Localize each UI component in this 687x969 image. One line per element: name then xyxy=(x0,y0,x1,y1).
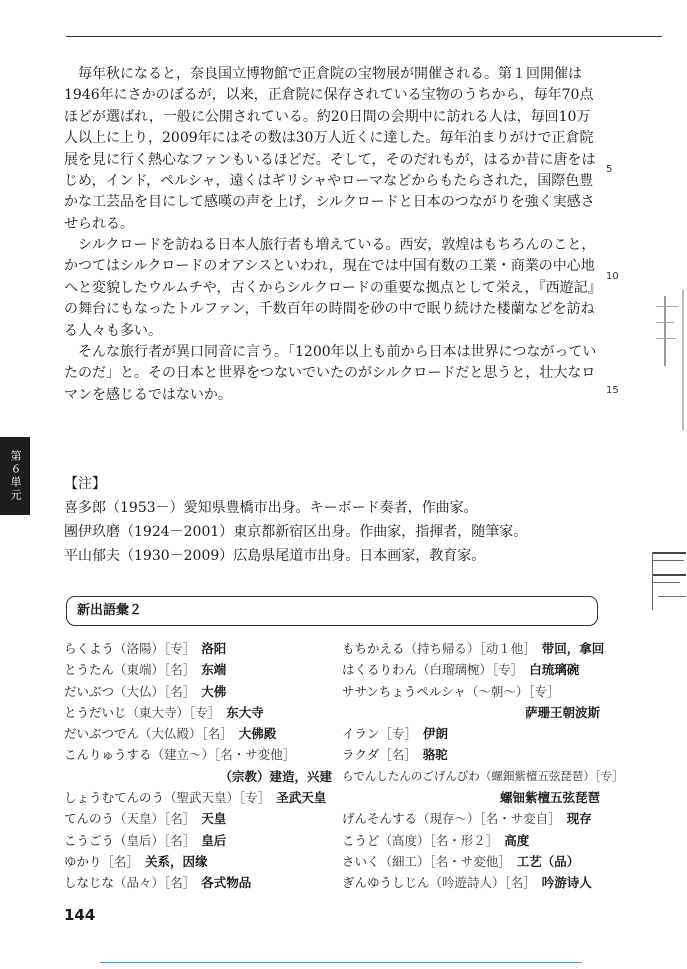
vocab-pos: ［名］ xyxy=(201,726,233,742)
vocab-reading: だいぶつ xyxy=(64,683,115,699)
vocab-meaning: 关系，因缘 xyxy=(145,853,208,869)
vocab-source: （大仏） xyxy=(114,683,165,699)
vocab-reading: ササンちょうペルシャ xyxy=(342,683,466,699)
text-line: そんな旅行者が異口同音に言う。「1200年以上も前から日本は世界につながってい xyxy=(64,344,597,360)
text-line: へと変貌したウルムチや，古くからシルクロードの重要な拠点として栄え，『西遊記』 xyxy=(64,279,602,296)
vocab-pos: ［动１他］ xyxy=(479,641,536,656)
text-line: かつてはシルクロードのオアシスといわれ，現在では中国有数の工業・商業の中心地 xyxy=(64,258,595,275)
text-line: 1946年にさかのぼるが，以来，正倉院に保存されている宝物のうちから，毎年70点 xyxy=(64,87,594,104)
line-number-10: 10 xyxy=(606,271,619,282)
vocab-source: （～朝～） xyxy=(465,683,529,699)
scan-mark xyxy=(652,582,680,583)
scan-mark xyxy=(652,560,684,561)
vocab-meaning: 吟游诗人 xyxy=(541,875,592,891)
vocab-entry xyxy=(342,872,604,893)
vocab-section-title: 新出語彙２ xyxy=(66,596,598,626)
vocab-meaning: 圣武天皇 xyxy=(276,790,327,806)
vocab-entry xyxy=(64,681,336,702)
vocab-meaning: 高度 xyxy=(504,832,530,848)
vocab-pos: ［名］ xyxy=(164,811,196,827)
vocab-entry xyxy=(342,808,604,829)
vocab-meaning: 洛阳 xyxy=(201,641,227,656)
vocab-entry xyxy=(342,830,604,851)
vocab-entry-continuation xyxy=(342,702,604,723)
text-line: 毎年秋になると，奈良国立博物館で正倉院の宝物展が開催される。第１回開催は xyxy=(64,66,582,82)
vocab-meaning: 带回，拿回 xyxy=(541,641,605,656)
vocab-entry xyxy=(342,744,604,765)
vocab-reading: こうど xyxy=(342,832,380,848)
vocab-entry xyxy=(64,638,336,659)
vocab-reading: さいく xyxy=(342,853,380,869)
vocab-entry xyxy=(64,787,336,808)
text-line: かな工芸品を目にして感嘆の声を上げ，シルクロードと日本のつながりを強く実感さ xyxy=(64,194,595,211)
vocab-reading: らくよう xyxy=(64,641,115,656)
vocab-entry-continuation xyxy=(64,766,336,787)
vocab-reading: しょうむてんのう xyxy=(64,790,165,806)
scan-mark xyxy=(682,290,684,430)
vocab-meaning: （宗教）建造，兴建 xyxy=(219,768,332,784)
vocab-entry xyxy=(342,659,604,680)
vocab-entry xyxy=(342,723,604,744)
vocab-source: （細工） xyxy=(379,853,430,869)
scan-mark xyxy=(652,552,653,610)
vocab-meaning: 各式物品 xyxy=(201,875,252,891)
paragraph-1 xyxy=(64,64,613,235)
notes-heading: 【注】 xyxy=(64,476,106,492)
notes-section xyxy=(64,472,527,568)
vocab-meaning: 现存 xyxy=(566,811,592,827)
scan-mark xyxy=(656,306,678,307)
line-number-5: 5 xyxy=(606,164,613,175)
scan-mark xyxy=(656,322,674,323)
note-item: 團伊玖磨（1924－2001）東京都新宿区出身。作曲家，指揮者，随筆家。 xyxy=(64,524,528,540)
vocab-reading: イラン xyxy=(342,726,380,742)
vocab-source: （東端） xyxy=(114,662,165,678)
vocab-reading: こうごう xyxy=(64,832,115,848)
vocab-pos: ［名］ xyxy=(379,747,417,763)
vocab-entry xyxy=(342,638,604,659)
scan-mark xyxy=(658,596,686,597)
vocab-entry xyxy=(64,808,336,829)
vocab-meaning: 大佛 xyxy=(201,683,227,699)
vocab-pos: ［名・サ変他］ xyxy=(214,747,296,763)
text-line: たのだ」と。その日本と世界をつないでいたのがシルクロードだと思うと，壮大なロ xyxy=(64,365,596,382)
text-line: じめ，インド，ペルシャ，遠くはギリシャやローマなどからもたらされた，国際色豊 xyxy=(64,173,594,190)
vocab-meaning: 天皇 xyxy=(201,811,227,827)
vocab-source: （白瑠璃椀） xyxy=(417,662,493,678)
vocab-meaning: 白琉璃碗 xyxy=(529,662,580,678)
vocab-pos: ［专］ xyxy=(189,704,221,720)
vocab-meaning: 大佛殿 xyxy=(238,726,277,742)
vocab-source: （聖武天皇） xyxy=(164,790,240,806)
vocab-reading: はくるりわん xyxy=(342,662,418,678)
note-item: 平山郁夫（1930－2009）広島県尾道市出身。日本画家，教育家。 xyxy=(64,548,486,564)
scan-mark xyxy=(652,552,686,554)
vocab-meaning: 皇后 xyxy=(201,832,227,848)
vocab-pos: ［专］ xyxy=(594,768,624,783)
vocab-source: （大仏殿） xyxy=(139,726,202,742)
text-line: ほどが選ばれ，一般に公開されている。約20日間の会期中に訪れる人は，毎回10万 xyxy=(64,108,591,125)
vocab-reading: ラクダ xyxy=(342,747,380,763)
vocab-list-left xyxy=(64,638,336,894)
vocab-entry-continuation xyxy=(342,787,604,808)
vocab-pos: ［名］ xyxy=(164,662,196,678)
vocab-reading: だいぶつでん xyxy=(64,726,140,742)
vocab-pos: ［专］ xyxy=(379,726,418,742)
vocab-entry xyxy=(64,851,336,872)
vocab-meaning: 工艺（品） xyxy=(516,853,580,869)
vocab-entry xyxy=(64,872,336,893)
text-line: マンを感じるではないか。 xyxy=(64,386,232,403)
vocab-pos: ［名・形２］ xyxy=(429,832,499,848)
vocab-source: （持ち帰る） xyxy=(404,641,480,656)
vocab-pos: ［名］ xyxy=(504,875,536,891)
vocab-reading: しなじな xyxy=(64,875,115,891)
vocab-source: （東大寺） xyxy=(126,704,190,720)
text-line: る人々も多い。 xyxy=(64,322,162,339)
vocab-meaning: 萨珊王朝波斯 xyxy=(524,704,600,720)
vocab-pos: ［名］ xyxy=(164,683,196,699)
page-number: 144 xyxy=(64,906,96,924)
vocab-source: （皇后） xyxy=(114,832,165,848)
paragraph-3 xyxy=(64,342,610,406)
vocab-reading: ぎんゆうしじん xyxy=(342,875,430,891)
unit-side-tab: 第６単元 xyxy=(0,437,30,515)
bottom-rule xyxy=(100,962,582,963)
vocab-source: （建立～） xyxy=(151,747,215,763)
scan-mark xyxy=(656,338,676,339)
vocab-reading: とうたん xyxy=(64,662,115,678)
vocab-source: （品々） xyxy=(114,875,165,891)
vocab-pos: ［名］ xyxy=(101,853,140,869)
vocab-entry xyxy=(64,659,336,680)
vocab-pos: ［专］ xyxy=(492,662,524,678)
vocab-source: （高度） xyxy=(379,832,430,848)
vocab-pos: ［专］ xyxy=(164,641,196,656)
vocab-source: （現存～） xyxy=(417,811,480,827)
text-line: の舞台にもなったトルファン，千数百年の時間を砂の中で眠り続けた楼蘭などを訪ね xyxy=(64,301,595,318)
vocab-list-right xyxy=(342,638,624,894)
vocab-entry xyxy=(342,766,624,787)
vocab-pos: ［名・サ変自］ xyxy=(479,811,561,827)
vocab-source: （螺鈿紫檀五弦琵琶） xyxy=(479,768,595,783)
top-rule xyxy=(66,36,662,37)
vocab-pos: ［名］ xyxy=(164,832,196,848)
text-line: 人以上に上り，2009年にはその数は30万人近くに達した。毎年泊まりがけで正倉院 xyxy=(64,130,594,147)
vocab-reading: とうだいじ xyxy=(64,704,127,720)
vocab-reading: こんりゅうする xyxy=(64,747,152,763)
vocab-source: （吟遊詩人） xyxy=(429,875,505,891)
vocab-entry xyxy=(64,723,336,744)
vocab-reading: げんそんする xyxy=(342,811,418,827)
vocab-pos: ［专］ xyxy=(239,790,271,806)
vocab-entry xyxy=(64,830,336,851)
text-line: 展を見に行く熱心なファンもいるほどだ。そして，そのだれもが，はるか昔に唐をは xyxy=(64,151,596,168)
vocab-reading: ゆかり xyxy=(64,853,102,869)
text-line: せられる。 xyxy=(64,215,134,232)
vocab-entry xyxy=(64,744,336,765)
vocab-reading: もちかえる xyxy=(342,641,405,656)
vocab-entry xyxy=(342,681,604,702)
vocab-meaning: 伊朗 xyxy=(423,726,449,742)
vocab-pos: ［专］ xyxy=(528,683,560,699)
vocab-source: （洛陽） xyxy=(114,641,165,656)
text-line: シルクロードを訪ねる日本人旅行者も増えている。西安，敦煌はもちろんのこと， xyxy=(64,237,596,253)
vocab-meaning: 东大寺 xyxy=(226,704,264,720)
note-item: 喜多郎（1953－）愛知県豊橋市出身。キーボード奏者，作曲家。 xyxy=(64,500,478,516)
vocab-reading: てんのう xyxy=(64,811,115,827)
scan-mark xyxy=(652,574,686,576)
vocab-reading: らでんしたんのごげんびわ xyxy=(342,768,480,783)
vocab-meaning: 东端 xyxy=(201,662,227,678)
paragraph-2 xyxy=(64,235,610,342)
vocab-meaning: 螺钿紫檀五弦琵琶 xyxy=(499,790,600,806)
vocab-entry xyxy=(64,702,336,723)
line-number-15: 15 xyxy=(606,385,619,396)
vocab-pos: ［名・サ変他］ xyxy=(429,853,511,869)
vocab-entry xyxy=(342,851,604,872)
vocab-pos: ［名］ xyxy=(164,875,196,891)
vocab-source: （天皇） xyxy=(114,811,165,827)
vocab-meaning: 骆驼 xyxy=(422,747,448,763)
